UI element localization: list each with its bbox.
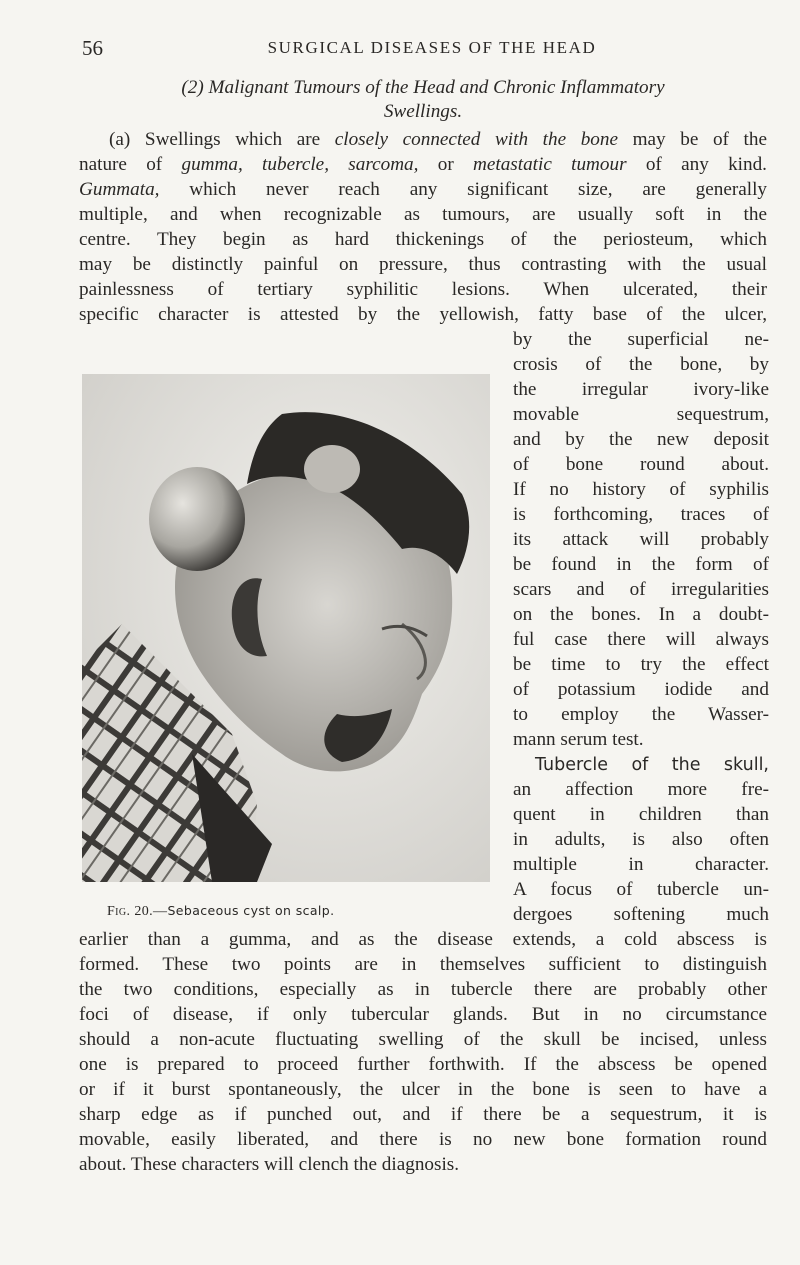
- wrap-line: mann serum test.: [513, 729, 644, 750]
- wrap-line: of bone round about.: [513, 454, 769, 475]
- paragraph-line: formed. These two points are in themselves sufficient to distinguish: [79, 954, 767, 975]
- paragraph-line: foci of disease, if only tubercular glands. But in no circumstance: [79, 1004, 767, 1025]
- page-number: 56: [82, 36, 103, 60]
- wrap-line: be found in the form of: [513, 554, 769, 575]
- paragraph-line: Gummata, which never reach any significant size, are generally: [79, 179, 767, 200]
- figure-caption: [107, 903, 335, 920]
- figure-label: Fig. 20.—: [107, 904, 168, 919]
- wrap-line: scars and of irregularities: [513, 579, 769, 600]
- paragraph-line: multiple, and when recognizable as tumours, are usually soft in the: [79, 204, 767, 225]
- wrap-line: movable sequestrum,: [513, 404, 769, 425]
- wrap-line: in adults, is also often: [513, 829, 769, 850]
- wrap-line: to employ the Wasser-: [513, 704, 769, 725]
- paragraph-line: should a non-acute fluctuating swelling of the skull be incised, unless: [79, 1029, 767, 1050]
- wrap-line: If no history of syphilis: [513, 479, 769, 500]
- figure-caption-text: Sebaceous cyst on scalp.: [167, 903, 335, 918]
- figure-photograph: [82, 374, 490, 882]
- running-head: SURGICAL DISEASES OF THE HEAD: [267, 38, 597, 57]
- wrap-line: its attack will probably: [513, 529, 769, 550]
- wrap-line: the irregular ivory-like: [513, 379, 769, 400]
- wrap-line: on the bones. In a doubt-: [513, 604, 769, 625]
- paragraph-line: one is prepared to proceed further forthwith. If the abscess be opened: [79, 1054, 767, 1075]
- paragraph-line: earlier than a gumma, and as the disease extends, a cold abscess is: [79, 929, 767, 950]
- tubercle-heading: Tubercle of the skull,: [535, 755, 769, 775]
- paragraph-line: specific character is attested by the yellowish, fatty base of the ulcer,: [79, 304, 767, 325]
- page-header: [82, 36, 722, 62]
- paragraph-line: (a) Swellings which are closely connected with the bone may be of the: [109, 129, 767, 150]
- paragraph-line: may be distinctly painful on pressure, thus contrasting with the usual: [79, 254, 767, 275]
- wrap-line: and by the new deposit: [513, 429, 769, 450]
- wrap-line: quent in children than: [513, 804, 769, 825]
- paragraph-line: nature of gumma, tubercle, sarcoma, or metastatic tumour of any kind.: [79, 154, 767, 175]
- wrap-line: of potassium iodide and: [513, 679, 769, 700]
- wrap-line: A focus of tubercle un-: [513, 879, 769, 900]
- section-title: (2) Malignant Tumours of the Head and Chronic Inflammatory: [181, 77, 665, 98]
- wrap-line: an affection more fre-: [513, 779, 769, 800]
- paragraph-line: about. These characters will clench the diagnosis.: [79, 1154, 460, 1175]
- patient-profile-photo: [82, 374, 490, 882]
- wrap-line: is forthcoming, traces of: [513, 504, 769, 525]
- paragraph-line: centre. They begin as hard thickenings of the periosteum, which: [79, 229, 767, 250]
- paragraph-line: sharp edge as if punched out, and if there be a sequestrum, it is: [79, 1104, 767, 1125]
- wrap-line: ful case there will always: [513, 629, 769, 650]
- wrap-line: multiple in character.: [513, 854, 769, 875]
- section-title-cont: Swellings.: [383, 101, 463, 122]
- wrap-line: crosis of the bone, by: [513, 354, 769, 375]
- paragraph-line: movable, easily liberated, and there is no new bone formation round: [79, 1129, 767, 1150]
- wrap-line: by the superficial ne-: [513, 329, 769, 350]
- paragraph-line: the two conditions, especially as in tubercle there are probably other: [79, 979, 767, 1000]
- paragraph-line: or if it burst spontaneously, the ulcer in the bone is seen to have a: [79, 1079, 767, 1100]
- wrap-line: dergoes softening much: [513, 904, 769, 925]
- wrap-line: be time to try the effect: [513, 654, 769, 675]
- paragraph-line: painlessness of tertiary syphilitic lesions. When ulcerated, their: [79, 279, 767, 300]
